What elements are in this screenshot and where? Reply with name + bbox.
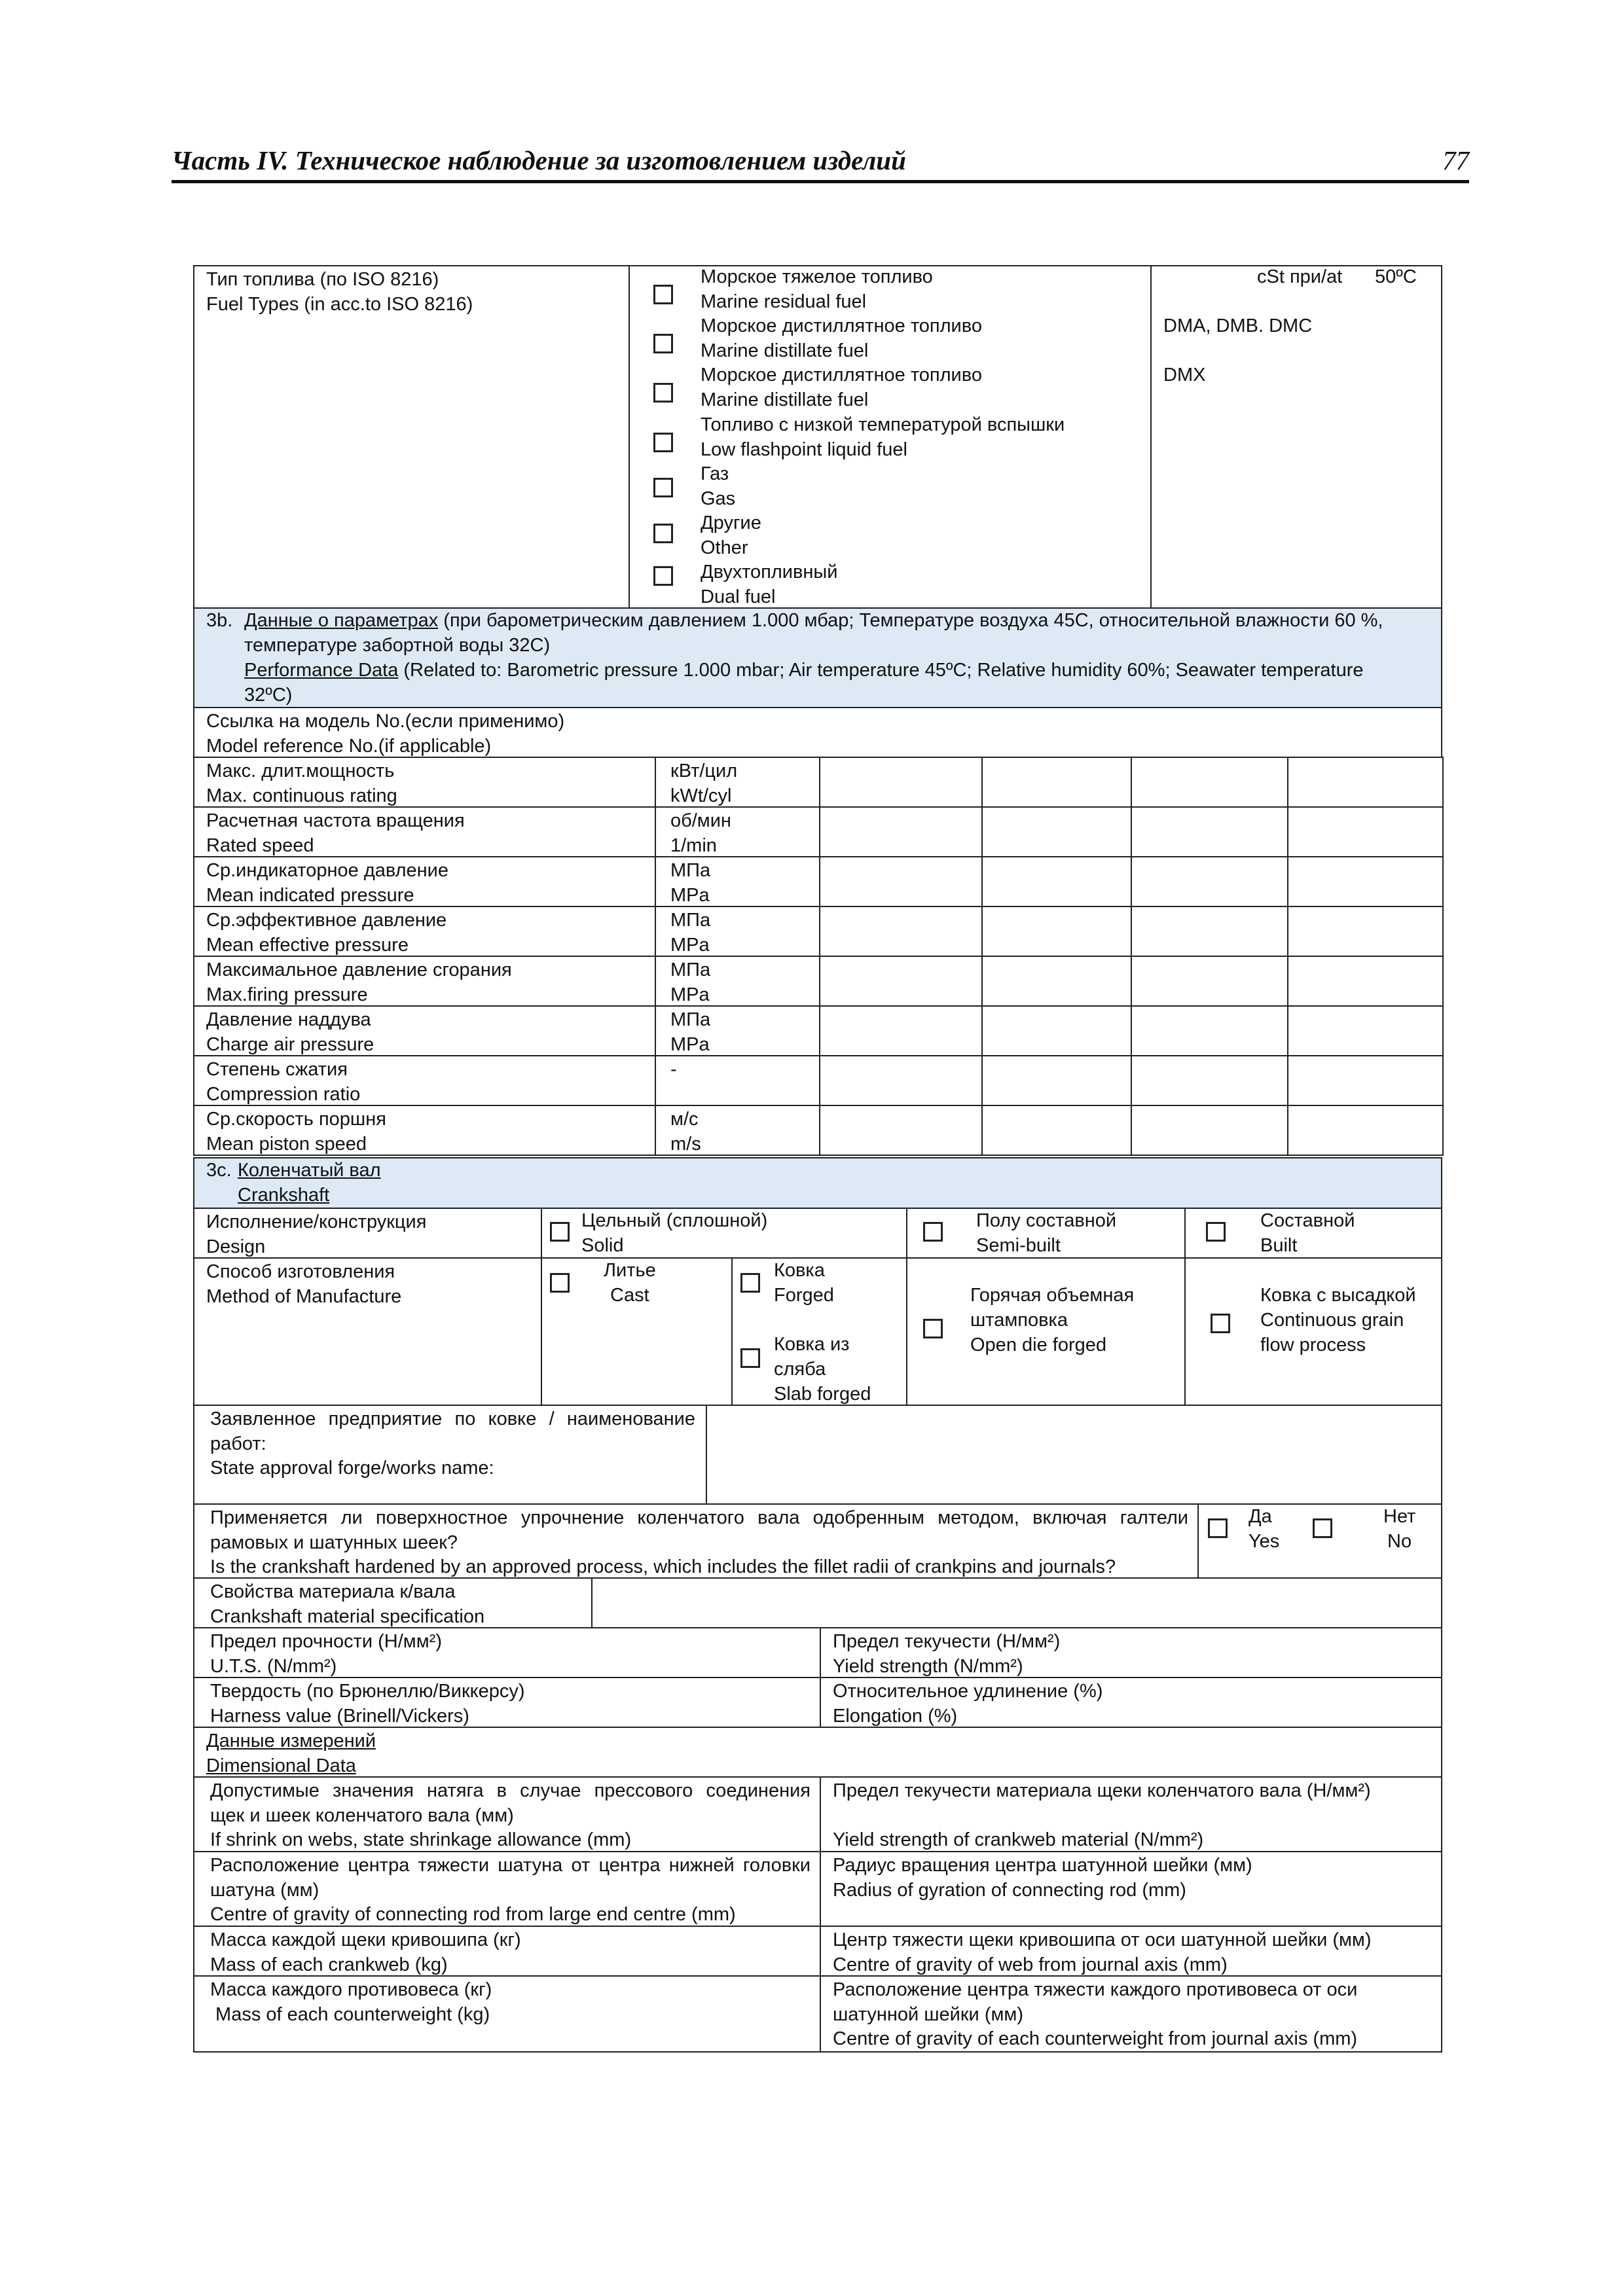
section-3b-text-en-1: (Related to: Barometric pressure 1.000 mbar; Air temperature 45ºC; Relative humidity 60%; Seawater temperature bbox=[398, 660, 1364, 681]
dimensional-ru: Данные измерений bbox=[206, 1731, 376, 1751]
method-cgf-en-2: flow process bbox=[1260, 1335, 1366, 1355]
performance-value-cell[interactable] bbox=[819, 1105, 983, 1156]
hardening-yes-checkbox[interactable] bbox=[1208, 1518, 1228, 1538]
method-cast-checkbox[interactable] bbox=[550, 1273, 570, 1293]
dim-web-cg-en: Centre of gravity of web from journal axis (mm) bbox=[833, 1954, 1228, 1975]
fuel-other-checkbox[interactable] bbox=[653, 524, 673, 543]
dim-counterweight-cg-ru-2: шатунной шейки (мм) bbox=[833, 2003, 1024, 2025]
performance-value-cell[interactable] bbox=[1131, 1055, 1288, 1106]
fuel-option-7-ru: Двухтопливный bbox=[701, 562, 838, 583]
fuel-option-4-ru: Топливо с низкой температурой вспышки bbox=[701, 414, 1065, 435]
performance-unit-en: 1/min bbox=[670, 834, 717, 856]
performance-unit-ru: - bbox=[670, 1059, 677, 1080]
dim-gyration-cell bbox=[820, 1851, 1442, 1927]
fuel-residual-checkbox[interactable] bbox=[653, 285, 673, 304]
performance-param-cell bbox=[193, 906, 656, 957]
fuel-low-flashpoint-checkbox[interactable] bbox=[653, 433, 673, 452]
performance-value-cell[interactable] bbox=[1287, 906, 1444, 957]
performance-value-cell[interactable] bbox=[819, 956, 983, 1007]
design-solid-checkbox[interactable] bbox=[550, 1222, 570, 1242]
model-reference-en: Model reference No.(if applicable) bbox=[206, 735, 492, 757]
performance-value-cell[interactable] bbox=[819, 806, 983, 857]
performance-value-cell[interactable] bbox=[981, 1005, 1132, 1056]
hardening-ru-1: Применяется ли поверхностное упрочнение коленчатого вала одобренным методом, включая галтели bbox=[210, 1507, 1188, 1528]
performance-value-cell[interactable] bbox=[1131, 757, 1288, 808]
manufacture-label-ru: Способ изготовления bbox=[206, 1261, 395, 1282]
dim-crankweb-yield-en: Yield strength of crankweb material (N/mm²) bbox=[833, 1829, 1204, 1850]
performance-value-cell[interactable] bbox=[1287, 806, 1444, 857]
form-table bbox=[193, 265, 1442, 2049]
performance-param-en: Mean effective pressure bbox=[206, 934, 409, 956]
manufacture-label-en: Method of Manufacture bbox=[206, 1285, 402, 1307]
performance-value-cell[interactable] bbox=[1131, 856, 1288, 907]
method-open-ru-1: Горячая объемная bbox=[970, 1285, 1135, 1306]
section-3b-line-3 bbox=[244, 658, 1364, 683]
performance-unit-ru: МПа bbox=[670, 860, 711, 881]
performance-param-cell bbox=[193, 1055, 656, 1106]
fuel-option-7-en: Dual fuel bbox=[701, 586, 776, 607]
performance-unit-cell bbox=[655, 856, 820, 907]
performance-param-cell bbox=[193, 806, 656, 857]
method-slab-checkbox[interactable] bbox=[740, 1348, 760, 1368]
fuel-distillate-checkbox[interactable] bbox=[653, 334, 673, 353]
property-yield-en: Yield strength (N/mm²) bbox=[833, 1655, 1023, 1677]
fuel-option-1-en: Marine residual fuel bbox=[701, 291, 867, 312]
performance-unit-en: m/s bbox=[670, 1133, 701, 1155]
hardening-yes-en: Yes bbox=[1249, 1531, 1280, 1552]
section-3b-line-2: температуре забортной воды 32С) bbox=[244, 635, 551, 656]
material-ru: Свойства материала к/вала bbox=[210, 1581, 456, 1602]
performance-value-cell[interactable] bbox=[819, 1055, 983, 1106]
dim-conrod-cg-ru-1: Расположение центра тяжести шатуна от центра нижней головки bbox=[210, 1855, 811, 1876]
hardening-yes-ru: Да bbox=[1249, 1506, 1272, 1527]
performance-unit-cell bbox=[655, 806, 820, 857]
dim-conrod-cg-ru-2: шатуна (мм) bbox=[210, 1879, 319, 1901]
performance-param-ru: Расчетная частота вращения bbox=[206, 810, 465, 831]
property-uts-ru: Предел прочности (Н/мм²) bbox=[210, 1631, 442, 1652]
performance-value-cell[interactable] bbox=[981, 906, 1132, 957]
fuel-option-3-en: Marine distillate fuel bbox=[701, 389, 869, 410]
performance-unit-ru: МПа bbox=[670, 910, 711, 931]
performance-unit-cell bbox=[655, 757, 820, 808]
fuel-option-6-ru: Другие bbox=[701, 512, 761, 533]
method-open-die-checkbox[interactable] bbox=[923, 1319, 943, 1338]
performance-value-cell[interactable] bbox=[1287, 1005, 1444, 1056]
method-slab-ru-1: Ковка из bbox=[774, 1334, 850, 1355]
design-semi-ru: Полу составной bbox=[976, 1210, 1117, 1231]
method-forged-checkbox[interactable] bbox=[740, 1273, 760, 1293]
performance-value-cell[interactable] bbox=[981, 757, 1132, 808]
design-label-ru: Исполнение/конструкция bbox=[206, 1211, 427, 1232]
performance-param-en: Rated speed bbox=[206, 834, 314, 856]
property-elongation-en: Elongation (%) bbox=[833, 1705, 958, 1727]
property-uts-en: U.T.S. (N/mm²) bbox=[210, 1655, 337, 1677]
method-cgf-checkbox[interactable] bbox=[1211, 1314, 1230, 1333]
dim-conrod-cg-en: Centre of gravity of connecting rod from large end centre (mm) bbox=[210, 1904, 736, 1925]
dimensional-data-header bbox=[193, 1727, 1442, 1778]
design-label-en: Design bbox=[206, 1236, 266, 1257]
fuel-option-4-en: Low flashpoint liquid fuel bbox=[701, 439, 907, 460]
hardening-en: Is the crankshaft hardened by an approved process, which includes the fillet radii of crankpins and journals? bbox=[210, 1556, 1116, 1577]
dim-shrink-en: If shrink on webs, state shrinkage allowance (mm) bbox=[210, 1829, 632, 1850]
model-reference-cell bbox=[193, 707, 1442, 758]
property-hardness-ru: Твердость (по Брюнеллю/Виккерсу) bbox=[210, 1681, 525, 1702]
performance-param-cell bbox=[193, 757, 656, 808]
running-title: Часть IV. Техническое наблюдение за изготовлением изделий bbox=[172, 145, 906, 175]
page-number: 77 bbox=[1442, 145, 1469, 175]
method-forged-ru: Ковка bbox=[774, 1260, 825, 1281]
performance-unit-en: MPa bbox=[670, 984, 710, 1005]
performance-value-cell[interactable] bbox=[981, 1105, 1132, 1156]
performance-unit-cell bbox=[655, 1105, 820, 1156]
performance-value-cell[interactable] bbox=[819, 1005, 983, 1056]
design-built-ru: Составной bbox=[1260, 1210, 1355, 1231]
fuel-option-5-en: Gas bbox=[701, 488, 736, 509]
dim-web-cg-cell bbox=[820, 1926, 1442, 1977]
dim-counterweight-cg-cell bbox=[820, 1975, 1442, 2053]
performance-param-cell bbox=[193, 1005, 656, 1056]
performance-value-cell[interactable] bbox=[981, 856, 1132, 907]
manufacture-label-cell bbox=[193, 1257, 542, 1406]
fuel-type-label-en: Fuel Types (in acc.to ISO 8216) bbox=[206, 293, 473, 315]
performance-param-ru: Максимальное давление сгорания bbox=[206, 960, 512, 980]
performance-unit-ru: кВт/цил bbox=[670, 761, 738, 781]
section-3c-title-en: Crankshaft bbox=[238, 1185, 330, 1206]
page-header bbox=[172, 141, 1469, 183]
performance-value-cell[interactable] bbox=[1131, 956, 1288, 1007]
dim-conrod-cg-cell bbox=[193, 1851, 821, 1927]
dim-web-cg-ru: Центр тяжести щеки кривошипа от оси шатунной шейки (мм) bbox=[833, 1929, 1372, 1950]
method-cgf-en-1: Continuous grain bbox=[1260, 1310, 1404, 1331]
performance-param-ru: Степень сжатия bbox=[206, 1059, 348, 1080]
hardening-no-en: No bbox=[1387, 1531, 1412, 1552]
method-cgf-ru: Ковка с высадкой bbox=[1260, 1285, 1416, 1306]
method-forged-en: Forged bbox=[774, 1285, 834, 1306]
property-hardness-cell bbox=[193, 1677, 821, 1728]
performance-value-cell[interactable] bbox=[1287, 1105, 1444, 1156]
property-hardness-en: Harness value (Brinell/Vickers) bbox=[210, 1705, 469, 1727]
performance-param-cell bbox=[193, 856, 656, 907]
material-en: Crankshaft material specification bbox=[210, 1605, 485, 1627]
fuel-type-label-cell bbox=[193, 265, 630, 609]
material-value-cell[interactable] bbox=[591, 1577, 1442, 1628]
model-reference-ru: Ссылка на модель No.(если применимо) bbox=[206, 711, 565, 732]
method-cast-en: Cast bbox=[610, 1285, 649, 1306]
property-uts-cell bbox=[193, 1627, 821, 1678]
method-slab-en: Slab forged bbox=[774, 1384, 871, 1405]
performance-param-ru: Ср.эффективное давление bbox=[206, 910, 447, 931]
fuel-option-3-ru: Морское дистиллятное топливо bbox=[701, 365, 982, 386]
grade-dm: DMA, DMB. DMC bbox=[1163, 315, 1313, 336]
method-cast-ru: Литье bbox=[604, 1260, 656, 1281]
method-open-en: Open die forged bbox=[970, 1335, 1106, 1355]
performance-unit-en: kWt/cyl bbox=[670, 785, 732, 806]
performance-unit-en: MPa bbox=[670, 884, 710, 906]
dimensional-en: Dimensional Data bbox=[206, 1755, 356, 1776]
performance-param-ru: Макс. длит.мощность bbox=[206, 761, 395, 781]
method-open-ru-2: штамповка bbox=[970, 1310, 1068, 1331]
hardening-ru-2: рамовых и шатунных шеек? bbox=[210, 1532, 458, 1553]
performance-unit-ru: об/мин bbox=[670, 810, 731, 831]
property-yield-ru: Предел текучести (Н/мм²) bbox=[833, 1631, 1061, 1652]
performance-value-cell[interactable] bbox=[1131, 806, 1288, 857]
performance-value-cell[interactable] bbox=[1131, 906, 1288, 957]
performance-unit-cell bbox=[655, 956, 820, 1007]
performance-value-cell[interactable] bbox=[819, 906, 983, 957]
forge-approval-ru-1: Заявленное предприятие по ковке / наименование bbox=[210, 1408, 695, 1429]
performance-param-en: Charge air pressure bbox=[206, 1033, 374, 1055]
performance-param-cell bbox=[193, 1105, 656, 1156]
performance-param-cell bbox=[193, 956, 656, 1007]
performance-value-cell[interactable] bbox=[981, 806, 1132, 857]
dim-shrink-ru-2: щек и шеек коленчатого вала (мм) bbox=[210, 1804, 514, 1826]
forge-approval-en: State approval forge/works name: bbox=[210, 1458, 494, 1479]
dim-shrink-ru-1: Допустимые значения натяга в случае прессового соединения bbox=[210, 1780, 811, 1801]
design-solid-ru: Цельный (сплошной) bbox=[581, 1210, 768, 1231]
section-3b-number: 3b. bbox=[206, 610, 233, 631]
fuel-gas-checkbox[interactable] bbox=[653, 478, 673, 497]
dim-counterweight-cg-ru-1: Расположение центра тяжести каждого противовеса от оси bbox=[833, 1979, 1358, 2000]
section-3b-line-1 bbox=[244, 609, 1383, 634]
performance-unit-cell bbox=[655, 906, 820, 957]
dim-shrink-cell bbox=[193, 1776, 821, 1852]
performance-value-cell[interactable] bbox=[981, 956, 1132, 1007]
dim-counterweight-mass-en: Mass of each counterweight (kg) bbox=[210, 2003, 490, 2025]
design-semi-en: Semi-built bbox=[976, 1235, 1061, 1256]
fuel-option-6-en: Other bbox=[701, 537, 748, 558]
hardening-question-cell bbox=[193, 1503, 1199, 1579]
forge-approval-label-cell bbox=[193, 1405, 707, 1505]
section-3c-title-ru: Коленчатый вал bbox=[238, 1160, 381, 1181]
viscosity-label: cSt при/at bbox=[1257, 266, 1343, 287]
performance-unit-cell bbox=[655, 1055, 820, 1106]
fuel-type-label-ru: Тип топлива (по ISO 8216) bbox=[206, 269, 439, 290]
property-yield-cell bbox=[820, 1627, 1442, 1678]
performance-param-en: Max. continuous rating bbox=[206, 785, 397, 806]
fuel-option-2-en: Marine distillate fuel bbox=[701, 340, 869, 361]
performance-value-cell[interactable] bbox=[1131, 1005, 1288, 1056]
performance-param-en: Compression ratio bbox=[206, 1083, 361, 1105]
dim-crankweb-yield-cell bbox=[820, 1776, 1442, 1852]
dim-counterweight-mass-ru: Масса каждого противовеса (кг) bbox=[210, 1979, 492, 2000]
performance-unit-en: MPa bbox=[670, 934, 710, 956]
viscosity-temperature: 50ºC bbox=[1375, 266, 1417, 287]
performance-unit-en: MPa bbox=[670, 1033, 710, 1055]
performance-unit-ru: МПа bbox=[670, 1009, 711, 1030]
performance-value-cell[interactable] bbox=[819, 856, 983, 907]
performance-value-cell[interactable] bbox=[1287, 956, 1444, 1007]
performance-value-cell[interactable] bbox=[819, 757, 983, 808]
design-semi-checkbox[interactable] bbox=[923, 1222, 943, 1242]
section-3b-title-ru: Данные о параметрах bbox=[244, 610, 439, 631]
dim-crankweb-mass-cell bbox=[193, 1926, 821, 1977]
design-built-en: Built bbox=[1260, 1235, 1298, 1256]
fuel-distillate-dmx-checkbox[interactable] bbox=[653, 383, 673, 403]
grade-dmx: DMX bbox=[1163, 365, 1206, 386]
dim-counterweight-mass-cell bbox=[193, 1975, 821, 2053]
hardening-no-checkbox[interactable] bbox=[1313, 1518, 1332, 1538]
performance-param-ru: Давление наддува bbox=[206, 1009, 371, 1030]
section-3b-text-ru-1: (при барометрическим давлением 1.000 мбар; Температуре воздуха 45С, относительной влажности 60 %, bbox=[438, 610, 1383, 631]
performance-value-cell[interactable] bbox=[1287, 856, 1444, 907]
forge-approval-value-cell[interactable] bbox=[706, 1405, 1442, 1505]
performance-param-en: Max.firing pressure bbox=[206, 984, 368, 1005]
property-elongation-cell bbox=[820, 1677, 1442, 1728]
performance-unit-cell bbox=[655, 1005, 820, 1056]
dim-counterweight-cg-en: Centre of gravity of each counterweight from journal axis (mm) bbox=[833, 2028, 1358, 2049]
performance-value-cell[interactable] bbox=[1131, 1105, 1288, 1156]
fuel-dual-checkbox[interactable] bbox=[653, 566, 673, 586]
design-label-cell bbox=[193, 1208, 542, 1259]
fuel-option-2-ru: Морское дистиллятное топливо bbox=[701, 315, 982, 336]
fuel-option-5-ru: Газ bbox=[701, 463, 729, 484]
hardening-no-ru: Нет bbox=[1383, 1506, 1416, 1527]
method-slab-ru-2: сляба bbox=[774, 1359, 826, 1380]
performance-param-en: Mean piston speed bbox=[206, 1133, 367, 1155]
performance-value-cell[interactable] bbox=[981, 1055, 1132, 1106]
performance-unit-ru: м/с bbox=[670, 1109, 699, 1130]
dim-gyration-ru: Радиус вращения центра шатунной шейки (мм) bbox=[833, 1855, 1252, 1876]
performance-param-ru: Ср.скорость поршня bbox=[206, 1109, 386, 1130]
performance-param-en: Mean indicated pressure bbox=[206, 884, 414, 906]
dim-crankweb-mass-en: Mass of each crankweb (kg) bbox=[210, 1954, 448, 1975]
performance-value-cell[interactable] bbox=[1287, 1055, 1444, 1106]
dim-gyration-en: Radius of gyration of connecting rod (mm) bbox=[833, 1879, 1186, 1901]
section-3b-title-en: Performance Data bbox=[244, 660, 399, 681]
section-3c-number: 3c. bbox=[206, 1160, 232, 1181]
section-3b-line-4: 32ºC) bbox=[244, 685, 293, 706]
performance-unit-ru: МПа bbox=[670, 960, 711, 980]
dim-crankweb-mass-ru: Масса каждой щеки кривошипа (кг) bbox=[210, 1929, 521, 1950]
forge-approval-ru-2: работ: bbox=[210, 1433, 266, 1454]
material-label-cell bbox=[193, 1577, 593, 1628]
design-solid-en: Solid bbox=[581, 1235, 624, 1256]
dim-crankweb-yield-ru: Предел текучести материала щеки коленчатого вала (Н/мм²) bbox=[833, 1780, 1371, 1801]
performance-value-cell[interactable] bbox=[1287, 757, 1444, 808]
property-elongation-ru: Относительное удлинение (%) bbox=[833, 1681, 1103, 1702]
design-built-checkbox[interactable] bbox=[1206, 1222, 1226, 1242]
fuel-option-1-ru: Морское тяжелое топливо bbox=[701, 266, 933, 287]
performance-param-ru: Ср.индикаторное давление bbox=[206, 860, 449, 881]
